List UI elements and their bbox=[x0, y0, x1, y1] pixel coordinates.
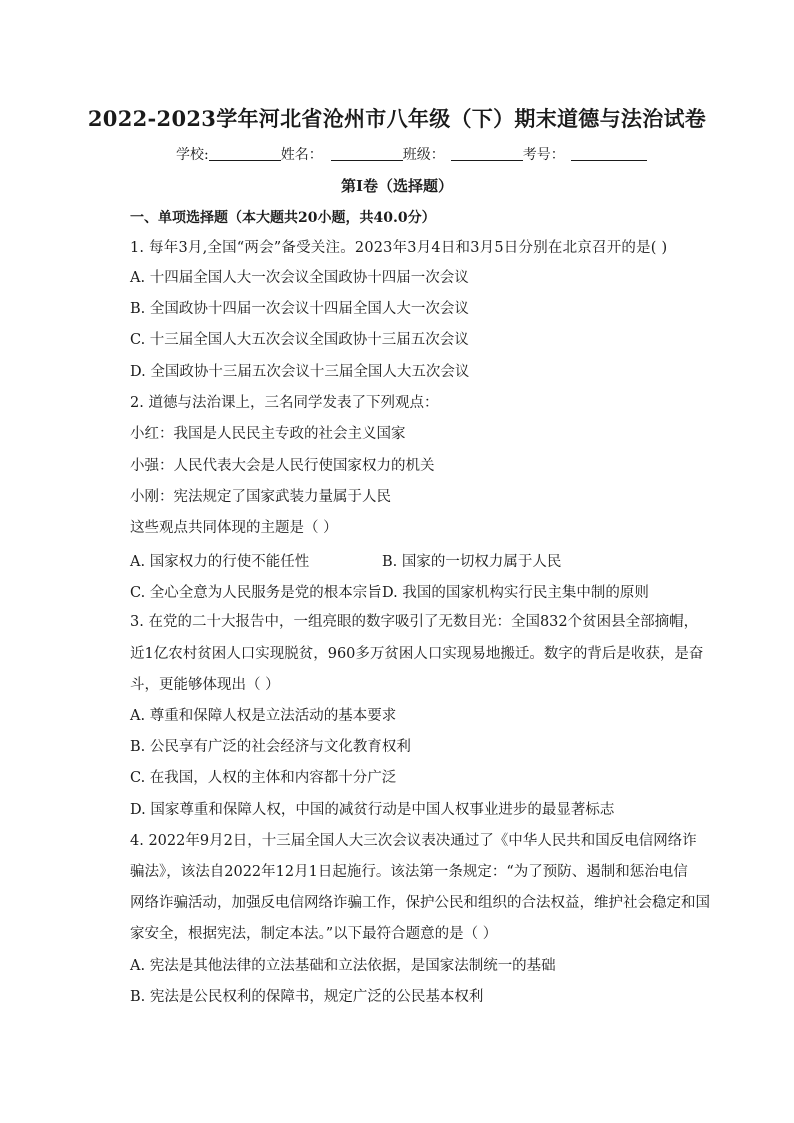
q3-option-b: B. 公民享有广泛的社会经济与文化教育权利 bbox=[130, 739, 411, 755]
q2-option-a: A. 国家权力的行使不能任性 bbox=[130, 554, 310, 570]
school-label: 学校: bbox=[176, 147, 209, 163]
q3-stem-line-1: 3. 在党的二十大报告中，一组亮眼的数字吸引了无数目光：全国832个贫困县全部摘帽， bbox=[130, 614, 699, 630]
q4-stem-line-1: 4. 2022年9月2日，十三届全国人大三次会议表决通过了《中华人民共和国反电信网络诈 bbox=[130, 833, 697, 849]
q3-option-c: C. 在我国，人权的主体和内容都十分广泛 bbox=[130, 770, 397, 786]
q1-option-c: C. 十三届全国人大五次会议全国政协十三届五次会议 bbox=[130, 332, 469, 348]
q2-option-c: C. 全心全意为人民服务是党的根本宗旨 bbox=[130, 585, 382, 601]
q2-option-b: B. 国家的一切权力属于人民 bbox=[382, 554, 562, 570]
class-blank[interactable] bbox=[451, 147, 523, 161]
q4-stem-line-4: 家安全，根据宪法，制定本法。”以下最符合题意的是（ ） bbox=[130, 926, 498, 942]
section-title: 第Ⅰ卷（选择题） bbox=[340, 177, 454, 195]
q2-viewpoint-2: 小强：人民代表大会是人民行使国家权力的机关 bbox=[130, 458, 435, 474]
name-label: 姓名： bbox=[280, 147, 323, 163]
name-blank[interactable] bbox=[331, 147, 403, 161]
exam-no-label: 考号： bbox=[522, 147, 565, 163]
page-title: 2022-2023学年河北省沧州市八年级（下）期末道德与法治试卷 bbox=[87, 106, 707, 131]
q1-stem: 1. 每年3月,全国“两会”备受关注。2023年3月4日和3月5日分别在北京召开的是( ) bbox=[130, 240, 668, 256]
q4-stem-line-3: 网络诈骗活动，加强反电信网络诈骗工作，保护公民和组织的合法权益，维护社会稳定和国 bbox=[130, 895, 710, 911]
q3-stem-line-3: 斗，更能够体现出（ ） bbox=[130, 677, 280, 693]
part-title: 一、单项选择题（本大题共20小题，共40.0分） bbox=[130, 210, 436, 226]
q1-option-b: B. 全国政协十四届一次会议十四届全国人大一次会议 bbox=[130, 301, 469, 317]
student-info-row bbox=[176, 144, 647, 164]
school-blank[interactable] bbox=[209, 147, 281, 161]
q2-viewpoint-3: 小刚：宪法规定了国家武装力量属于人民 bbox=[130, 489, 391, 505]
q2-stem: 2. 道德与法治课上，三名同学发表了下列观点： bbox=[130, 395, 439, 411]
q3-stem-line-2: 近1亿农村贫困人口实现脱贫，960多万贫困人口实现易地搬迁。数字的背后是收获，是奋 bbox=[130, 646, 704, 662]
exam-no-blank[interactable] bbox=[571, 147, 647, 161]
q2-viewpoint-1: 小红：我国是人民民主专政的社会主义国家 bbox=[130, 426, 406, 442]
q4-option-b: B. 宪法是公民权利的保障书，规定广泛的公民基本权利 bbox=[130, 989, 484, 1005]
q2-question: 这些观点共同体现的主题是（ ） bbox=[130, 520, 338, 536]
q1-option-d: D. 全国政协十三届五次会议十三届全国人大五次会议 bbox=[130, 364, 470, 380]
q1-option-a: A. 十四届全国人大一次会议全国政协十四届一次会议 bbox=[130, 270, 469, 286]
q4-stem-line-2: 骗法》，该法自2022年12月1日起施行。该法第一条规定：“为了预防、遏制和惩治电信 bbox=[130, 864, 688, 880]
q4-option-a: A. 宪法是其他法律的立法基础和立法依据，是国家法制统一的基础 bbox=[130, 958, 556, 974]
q3-option-d: D. 国家尊重和保障人权，中国的减贫行动是中国人权事业进步的最显著标志 bbox=[130, 802, 615, 818]
q3-option-a: A. 尊重和保障人权是立法活动的基本要求 bbox=[130, 708, 397, 724]
q2-option-d: D. 我国的国家机构实行民主集中制的原则 bbox=[382, 585, 649, 601]
class-label: 班级： bbox=[402, 147, 445, 163]
